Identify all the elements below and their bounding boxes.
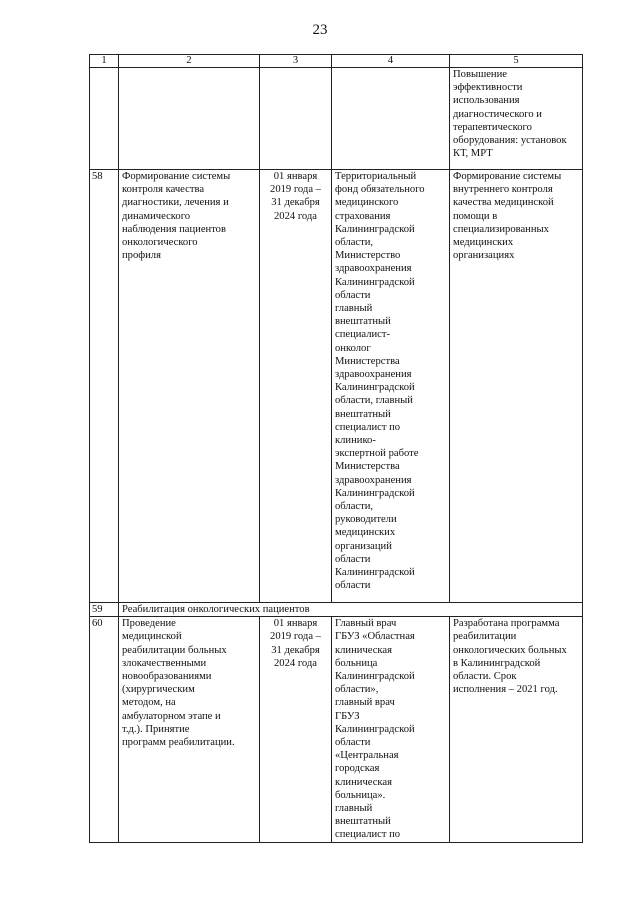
event-cell: Формирование системы контроля качества диагностики, лечения и динамического наблюдения пациентов онкологического профиля: [119, 170, 260, 603]
result-cell: Повышение эффективности использования диагностического и терапевтического оборудования: установок КТ, МРТ: [450, 68, 583, 170]
table-header-row: [90, 55, 583, 68]
section-row: [90, 603, 583, 617]
responsible-cell: Главный врач ГБУЗ «Областная клиническая больница Калининградской области», главный врач ГБУЗ Калининградской области «Центральная городская клиническая больница». главный внештатный специалист по: [332, 617, 450, 842]
header-col-2: 2: [119, 55, 260, 68]
header-col-3: 3: [260, 55, 332, 68]
period-cell: [260, 68, 332, 170]
responsible-cell: Территориальный фонд обязательного медицинского страхования Калининградской области, Министерство здравоохранения Калининградской области главный внештатный специалист- онколог Министерства здравоохранения Калининградской области, главный внештатный специалист по клинико- экспертной работе Министерства здравоохранения Калининградской области, руководители медицинских организаций области Калининградской области: [332, 170, 450, 603]
responsible-cell: [332, 68, 450, 170]
events-table: [89, 54, 583, 843]
row-number: 59: [90, 603, 119, 617]
section-title: Реабилитация онкологических пациентов: [119, 603, 583, 617]
header-col-1: 1: [90, 55, 119, 68]
row-number: [90, 68, 119, 170]
row-number: 58: [90, 170, 119, 603]
event-cell: [119, 68, 260, 170]
page-number: 23: [312, 22, 328, 38]
row-number: 60: [90, 617, 119, 842]
period-cell: 01 января 2019 года – 31 декабря 2024 года: [260, 617, 332, 842]
event-cell: Проведение медицинской реабилитации больных злокачественными новообразованиями (хирургическим методом, на амбулаторном этапе и т.д.). Принятие программ реабилитации.: [119, 617, 260, 842]
table-row: [90, 170, 583, 603]
result-cell: Формирование системы внутреннего контроля качества медицинской помощи в специализированных медицинских организациях: [450, 170, 583, 603]
result-cell: Разработана программа реабилитации онкологических больных в Калининградской области. Срок исполнения – 2021 год.: [450, 617, 583, 842]
header-col-4: 4: [332, 55, 450, 68]
period-cell: 01 января 2019 года – 31 декабря 2024 года: [260, 170, 332, 603]
table-row: [90, 68, 583, 170]
header-col-5: 5: [450, 55, 583, 68]
table-row: [90, 617, 583, 842]
